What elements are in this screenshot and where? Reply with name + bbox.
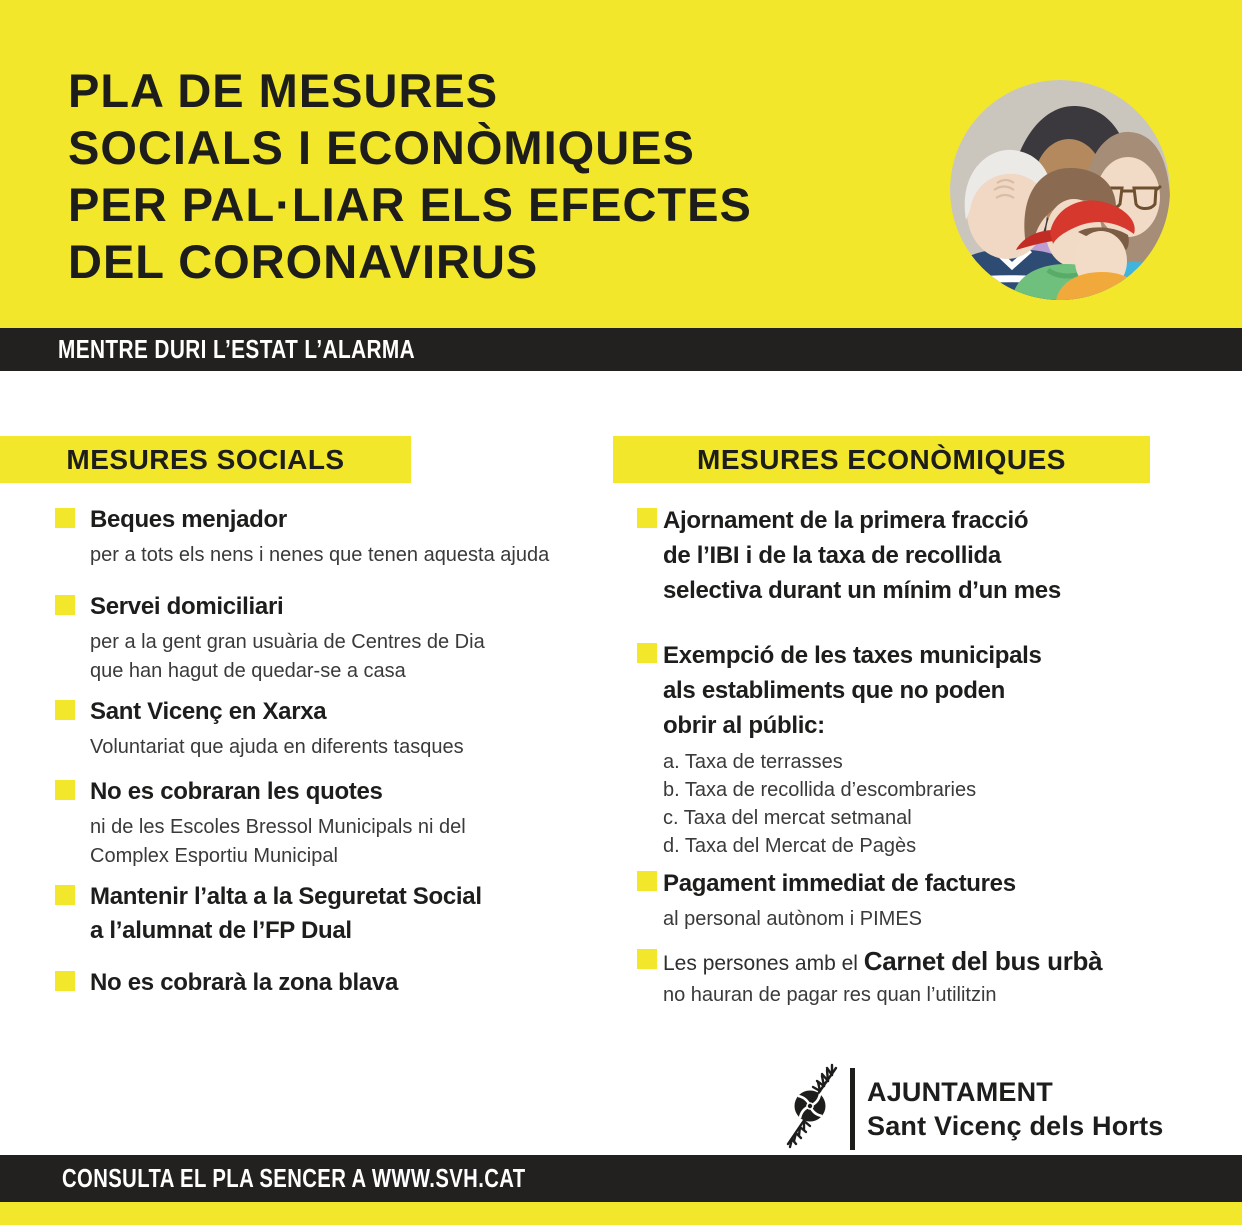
title-line: PER PAL·LIAR ELS EFECTES — [68, 178, 752, 231]
bullet-square-icon — [55, 700, 75, 720]
item-title: de l’IBI i de la taxa de recollida — [663, 542, 1001, 569]
item-title-prefix: Les persones amb el — [663, 952, 864, 975]
bullet-square-icon — [55, 971, 75, 991]
section-economic-header — [613, 436, 1150, 483]
hero-header — [0, 0, 1242, 328]
item-title: Ajornament de la primera fracció — [663, 507, 1029, 534]
item-desc: per a la gent gran usuària de Centres de Dia — [90, 631, 485, 653]
logo-divider — [850, 1068, 855, 1150]
item-title: Carnet del bus urbà — [863, 946, 1103, 976]
social-item-no-quotes — [55, 775, 665, 871]
item-desc: que han hagut de quedar-se a casa — [90, 660, 406, 682]
social-item-beques-menjador — [55, 503, 665, 570]
item-title: Servei domiciliari — [90, 593, 284, 620]
economic-item-carnet-bus — [637, 944, 1188, 1010]
alarm-banner — [0, 328, 1242, 371]
bullet-square-icon — [55, 780, 75, 800]
bullet-square-icon — [637, 643, 657, 663]
sublist-item: d. Taxa del Mercat de Pagès — [663, 835, 917, 857]
bullet-square-icon — [637, 508, 657, 528]
social-item-zona-blava — [55, 966, 665, 1000]
section-social-title: MESURES SOCIALS — [66, 443, 345, 475]
item-title: Exempció de les taxes municipals — [663, 642, 1042, 669]
logo-line-1: AJUNTAMENT — [867, 1076, 1053, 1107]
item-desc: al personal autònom i PIMES — [663, 908, 923, 930]
item-desc: Voluntariat que ajuda en diferents tasques — [90, 736, 464, 758]
item-title: No es cobraran les quotes — [90, 778, 383, 805]
item-title: als establiments que no poden — [663, 677, 1006, 704]
item-desc: ni de les Escoles Bressol Municipals ni del — [90, 816, 466, 838]
bullet-square-icon — [55, 508, 75, 528]
footer-banner — [0, 1155, 1242, 1202]
item-title: a l’alumnat de l’FP Dual — [90, 917, 352, 944]
economic-item-ajornament-ibi — [637, 503, 1188, 608]
section-economic-title: MESURES ECONÒMIQUES — [697, 443, 1066, 475]
economic-item-exempcio-taxes — [637, 638, 1188, 860]
item-title: No es cobrarà la zona blava — [90, 969, 399, 996]
diverse-people-illustration — [950, 80, 1170, 300]
wheat-pinwheel-emblem-icon — [782, 1060, 842, 1157]
title-line: DEL CORONAVIRUS — [68, 235, 539, 288]
logo-text — [867, 1075, 1164, 1143]
footer-yellow-strip — [0, 1202, 1242, 1225]
item-desc: Complex Esportiu Municipal — [90, 845, 338, 867]
item-desc: no hauran de pagar res quan l’utilitzin — [663, 984, 997, 1006]
item-desc: per a tots els nens i nenes que tenen aquesta ajuda — [90, 544, 550, 566]
social-item-servei-domiciliari — [55, 590, 665, 686]
footer-banner-text: CONSULTA EL PLA SENCER A WWW.SVH.CAT — [62, 1163, 526, 1193]
sublist-item: a. Taxa de terrasses — [663, 751, 843, 773]
bullet-square-icon — [637, 871, 657, 891]
item-title: Pagament immediat de factures — [663, 870, 1016, 897]
ajuntament-logo — [782, 1060, 1164, 1157]
title-line: PLA DE MESURES — [68, 64, 499, 117]
item-title: selectiva durant un mínim d’un mes — [663, 577, 1061, 604]
poster-title — [68, 62, 752, 290]
social-item-sant-vicenc-en-xarxa — [55, 695, 665, 762]
bullet-square-icon — [637, 949, 657, 969]
logo-line-2: Sant Vicenç dels Horts — [867, 1110, 1164, 1141]
sublist-item: c. Taxa del mercat setmanal — [663, 807, 912, 829]
section-social-header — [0, 436, 411, 483]
economic-item-pagament-factures — [637, 866, 1188, 934]
item-title: Mantenir l’alta a la Seguretat Social — [90, 883, 482, 910]
bullet-square-icon — [55, 595, 75, 615]
alarm-banner-text: MENTRE DURI L’ESTAT L’ALARMA — [58, 334, 416, 364]
title-line: SOCIALS I ECONÒMIQUES — [68, 121, 695, 174]
social-item-seguretat-social — [55, 880, 665, 948]
tax-sublist — [663, 748, 1188, 860]
sublist-item: b. Taxa de recollida d’escombraries — [663, 779, 977, 801]
item-title: obrir al públic: — [663, 712, 825, 739]
item-title: Beques menjador — [90, 506, 287, 533]
bullet-square-icon — [55, 885, 75, 905]
item-title: Sant Vicenç en Xarxa — [90, 698, 327, 725]
